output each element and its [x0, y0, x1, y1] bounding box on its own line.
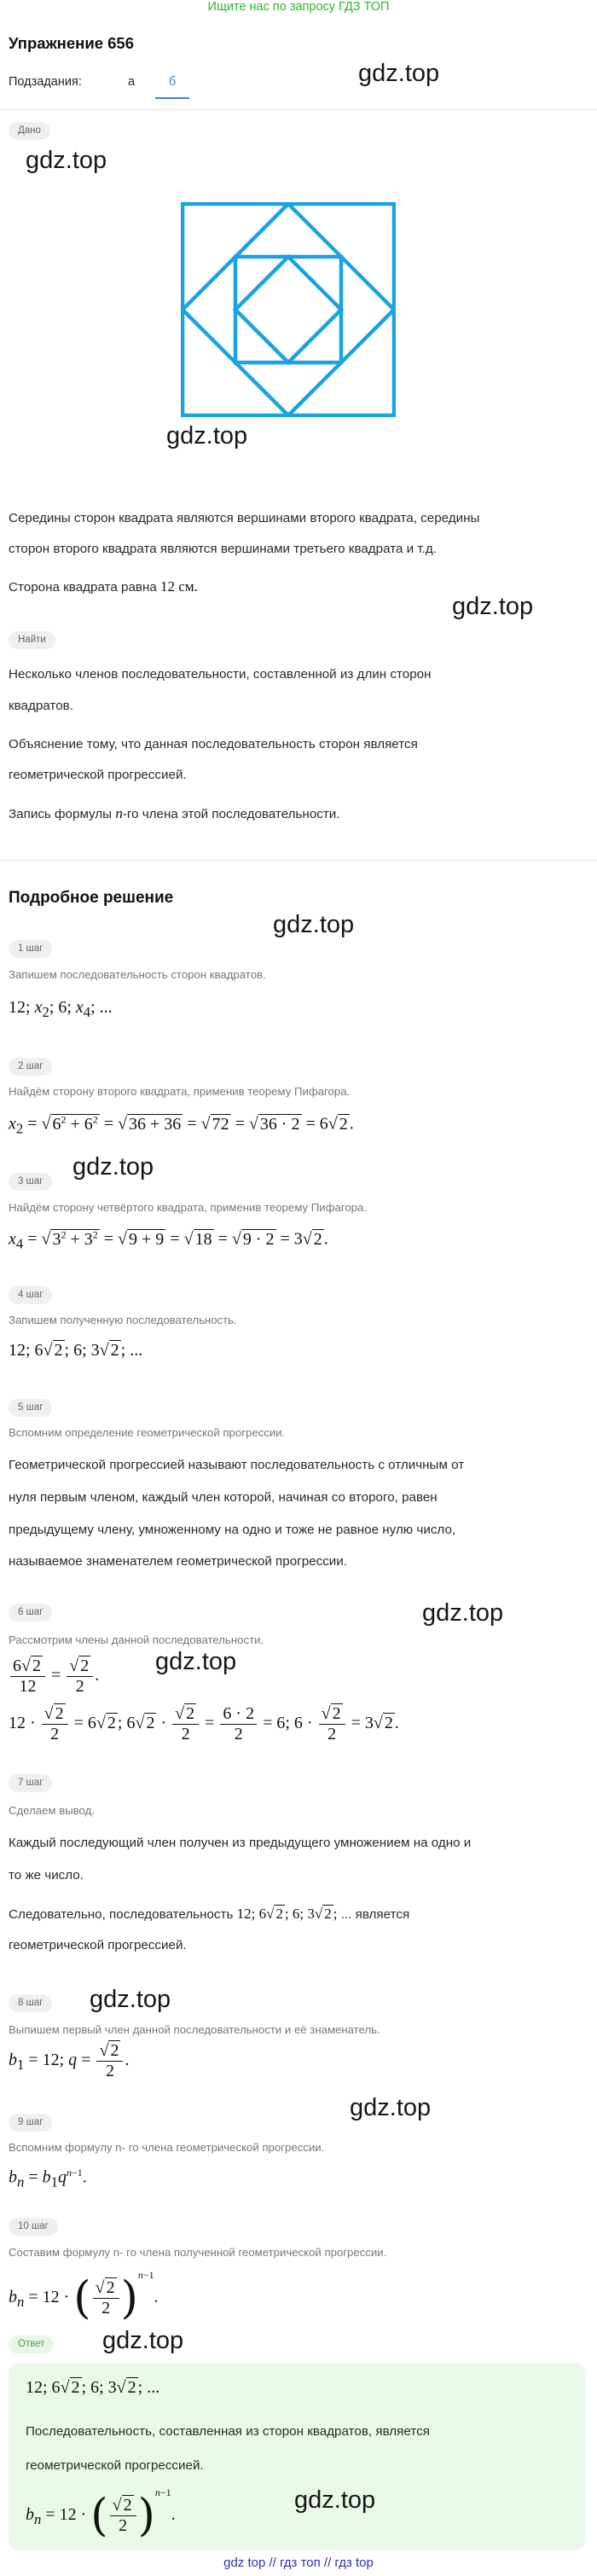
step-hint: Сделаем вывод.: [9, 1804, 95, 1817]
watermark: gdz.top: [90, 1986, 171, 2013]
given-text-line: сторон второго квадрата являются вершинами третьего квадрата и т.д.: [9, 542, 437, 556]
conclusion-line: геометрической прогрессией.: [9, 1938, 187, 1952]
find-badge: Найти: [9, 631, 55, 649]
outer-square: [183, 204, 394, 415]
step-badge: 2 шаг: [9, 1058, 52, 1076]
formula: $\frac{6√ 2}{12}$ = $\frac{√ 2}{2}$ .: [9, 1656, 99, 1697]
watermark: gdz.top: [102, 2327, 184, 2354]
step-hint: Найдём сторону четвёртого квадрата, применив теорему Пифагора.: [9, 1201, 368, 1214]
answer-text-line: геометрической прогрессией.: [26, 2458, 204, 2473]
nested-squares-figure: [181, 202, 396, 417]
definition-line: предыдущему члену, умноженному на одно и тоже не равное нулю число,: [9, 1523, 456, 1537]
formula: 12; $x_2$; 6; $x_4$; ...: [9, 998, 113, 1020]
tab-subtask-b[interactable]: б: [168, 75, 177, 89]
second-square: [183, 204, 394, 415]
step-badge: 9 шаг: [9, 2114, 52, 2132]
conclusion-line: Следовательно, последовательность 12; 6√ 2 ; 6; 3√ 2 ; ... является: [9, 1906, 410, 1922]
find-text-line: Запись формулы n-го члена этой последовательности.: [9, 805, 340, 821]
find-text-line: Несколько членов последовательности, составленной из длин сторон: [9, 667, 432, 682]
conclusion-line: Каждый последующий член получен из предыдущего умножением на одно и: [9, 1836, 472, 1850]
step-hint: Выпишем первый член данной последовательности и её знаменатель.: [9, 2023, 380, 2036]
find-text-line: Объяснение тому, что данная последовательность сторон является: [9, 737, 418, 751]
step-hint: Вспомним определение геометрической прогрессии.: [9, 1426, 286, 1439]
formula: 12; 6√ 2 ; 6; 3√ 2 ; ...: [9, 1341, 143, 1360]
watermark: gdz.top: [26, 147, 107, 174]
step-badge: 8 шаг: [9, 1994, 52, 2012]
step-badge: 3 шаг: [9, 1173, 52, 1191]
footer-links[interactable]: gdz top // гдз топ // гдз top: [223, 2556, 374, 2570]
formula: $x_2$ = √ $6^2 + 6^2$ = √ 36 + 36 = √ 72 = √ 36 · 2 = 6√ 2 .: [9, 1113, 354, 1137]
step-badge: 6 шаг: [9, 1604, 52, 1622]
step-hint: Найдём сторону второго квадрата, применив теорему Пифагора.: [9, 1085, 351, 1098]
solution-title: Подробное решение: [9, 889, 174, 907]
active-tab-underline: [155, 97, 189, 99]
watermark: gdz.top: [166, 422, 248, 450]
watermark: gdz.top: [358, 60, 440, 87]
watermark: gdz.top: [155, 1648, 237, 1675]
third-square: [235, 257, 341, 363]
find-text-line: квадратов.: [9, 699, 73, 713]
step-hint: Составим формулу n- го члена полученной геометрической прогрессии.: [9, 2246, 387, 2259]
given-side-text: Сторона квадрата равна 12 см.: [9, 578, 198, 595]
answer-text-line: Последовательность, составленная из сторон квадратов, является: [26, 2424, 430, 2439]
tab-subtask-a[interactable]: а: [127, 75, 136, 89]
formula: $x_4$ = √ $3^2 + 3^2$ = √ 9 + 9 = √ 18 = √ 9 · 2 = 3√ 2 .: [9, 1228, 328, 1252]
page-title: Упражнение 656: [9, 34, 134, 52]
step-badge: 1 шаг: [9, 940, 52, 958]
definition-line: нуля первым членом, каждый член которой, начиная со второго, равен: [9, 1490, 438, 1505]
definition-line: называемое знаменателем геометрической прогрессии.: [9, 1554, 347, 1569]
watermark: gdz.top: [422, 1599, 504, 1627]
fourth-square: [235, 257, 341, 363]
step-badge: 10 шаг: [9, 2218, 58, 2236]
watermark: gdz.top: [452, 593, 534, 620]
subtasks-label: Подзадания:: [9, 75, 82, 89]
top-search-link[interactable]: Ищите нас по запросу ГДЗ ТОП: [207, 0, 390, 14]
divider: [0, 860, 597, 861]
step-badge: 4 шаг: [9, 1286, 52, 1304]
formula: $b_n = 12$ · ( $\frac{√ 2}{2}$ )$^{n-1}$.: [9, 2269, 159, 2324]
watermark: gdz.top: [350, 2094, 432, 2121]
answer-formula: 12; 6√ 2 ; 6; 3√ 2 ; ...: [26, 2378, 160, 2397]
find-text-line: геометрической прогрессией.: [9, 768, 187, 782]
divider: [0, 109, 597, 110]
step-badge: 5 шаг: [9, 1399, 52, 1417]
answer-badge: Ответ: [9, 2335, 54, 2353]
step-hint: Запишем последовательность сторон квадратов.: [9, 968, 266, 981]
given-text-line: Середины сторон квадрата являются вершинами второго квадрата, середины: [9, 511, 480, 525]
step-hint: Запишем полученную последовательность.: [9, 1314, 237, 1326]
definition-line: Геометрической прогрессией называют последовательность с отличным от: [9, 1458, 465, 1472]
formula: $b_1 = 12$; q = $\frac{√ 2}{2}$ .: [9, 2041, 130, 2080]
watermark: gdz.top: [294, 2486, 376, 2514]
step-hint: Рассмотрим члены данной последовательности.: [9, 1633, 264, 1646]
step-badge: 7 шаг: [9, 1774, 52, 1792]
formula: 12 · $\frac{√ 2}{2}$ = 6√ 2 ; 6√ 2 · $\frac{√ 2}{2}$ = $\frac{6 \cdot 2}{2}$ = 6; 6 · $\frac{√ 2}{2}$ = 3√ 2 .: [9, 1704, 399, 1743]
watermark: gdz.top: [72, 1153, 154, 1181]
formula: $b_n = b_1q^{n-1}$.: [9, 2167, 87, 2190]
watermark: gdz.top: [273, 911, 355, 938]
answer-formula: $b_n = 12$ · ( $\frac{√ 2}{2}$ )$^{n-1}$.: [26, 2486, 176, 2542]
conclusion-line: то же число.: [9, 1868, 84, 1883]
given-badge: Дано: [9, 122, 50, 140]
step-hint: Вспомним формулу n- го члена геометрической прогрессии.: [9, 2141, 325, 2154]
